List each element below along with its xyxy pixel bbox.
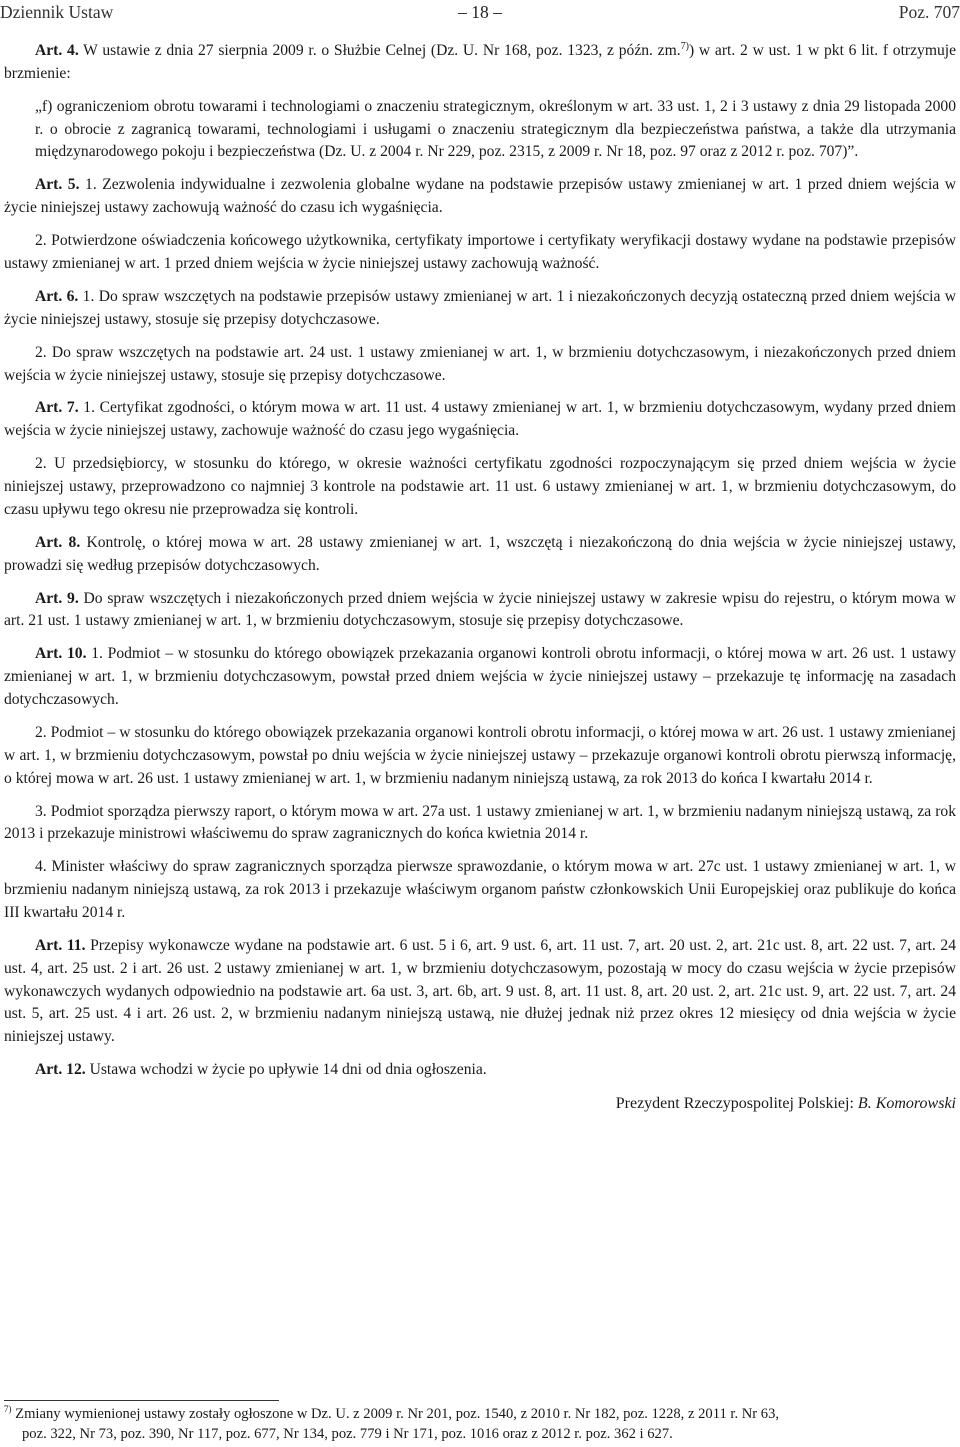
article-10-p1-text: 1. Podmiot – w stosunku do którego obowiązek przekazania organowi kontroli obrotu informacji, o której mowa w art. 26 ust. 1 ustawy zmienianej w art. 1, w brzmieniu dotychczasowym, powstał przed dniem wejścia w życie niniejszej ustawy – przekazuje tę informację na zasadach dotychczasowych. [4, 645, 956, 708]
article-7-p2: 2. U przedsiębiorcy, w stosunku do którego, w okresie ważności certyfikatu zgodności rozpoczynającym się przed dniem wejścia w życie niniejszej ustawy, przeprowadzono co najmniej 3 kontrole na podstawie art. 11 ust. 6 ustawy zmienianej w art. 1, w brzmieniu dotychczasowym, do czasu upływu tego okresu nie przeprowadza się kontroli. [4, 455, 956, 518]
article-8 [4, 532, 956, 578]
article-8-label: Art. 8. [35, 533, 81, 551]
article-4 [4, 40, 956, 86]
signature-name: B. Komorowski [857, 1095, 956, 1113]
article-4-text-b: ) w art. 2 w ust. 1 w pkt 6 lit. f otrzymuje brzmienie: [4, 42, 956, 82]
article-6-p1 [4, 286, 956, 332]
article-7-label: Art. 7. [35, 399, 79, 417]
signature [4, 1092, 956, 1116]
position-number: Poz. 707 [898, 2, 960, 22]
article-7-p1-text: 1. Certyfikat zgodności, o którym mowa w art. 11 ust. 4 ustawy zmienianej w art. 1, w brzmieniu dotychczasowym, wydany przed dniem wejścia w życie niniejszej ustawy, zachowuje ważność do czasu jego wygaśnięcia. [4, 399, 956, 440]
document-body [4, 40, 956, 1116]
article-12 [4, 1059, 956, 1082]
article-11-text: Przepisy wykonawcze wydane na podstawie art. 6 ust. 5 i 6, art. 9 ust. 6, art. 11 ust. 7, art. 20 ust. 2, art. 21c ust. 8, art. 22 ust. 7, art. 24 ust. 4, art. 25 ust. 2 i art. 26 ust. 2 ustawy zmienianej w art. 1, w brzmieniu dotychczasowym, pozostają w mocy do czasu wejścia w życie przepisów wykonawczych wydanych odpowiednio na podstawie art. 6a ust. 3, art. 6b, art. 9 ust. 8, art. 11 ust. 8, art. 20 ust. 2, art. 21c ust. 9, art. 22 ust. 7, art. 24 ust. 5, art. 25 ust. 4 i art. 26 ust. 2, w brzmieniu nadanym niniejszą ustawą, nie dłużej jednak niż przez okres 12 miesięcy od dnia wejścia w życie niniejszej ustawy. [4, 936, 956, 1046]
footnote-divider [4, 1400, 279, 1401]
article-10-p3: 3. Podmiot sporządza pierwszy raport, o którym mowa w art. 27a ust. 1 ustawy zmienianej w art. 1, w brzmieniu nadanym niniejszą ustawą, za rok 2013 i przekazuje ministrowi właściwemu do spraw zagranicznych do końca kwietnia 2014 r. [4, 802, 956, 843]
article-6-label: Art. 6. [35, 287, 79, 305]
article-10-p1 [4, 643, 956, 711]
article-6-p1-text: 1. Do spraw wszczętych na podstawie przepisów ustawy zmienianej w art. 1 i niezakończonych decyzją ostateczną przed dniem wejścia w życie niniejszej ustawy, stosuje się przepisy dotychczasowe. [4, 287, 956, 328]
journal-name: Dziennik Ustaw [0, 2, 114, 22]
article-11 [4, 935, 956, 1049]
article-9-label: Art. 9. [35, 589, 79, 607]
article-10-p2: 2. Podmiot – w stosunku do którego obowiązek przekazania organowi kontroli obrotu informacji, o której mowa w art. 26 ust. 1 ustawy zmienianej w art. 1, w brzmieniu dotychczasowym, powstał po dniu wejścia w życie niniejszej ustawy – przekazuje organowi kontroli obrotu pierwszą informację, o której mowa w art. 26 ust. 1 ustawy zmienianej w art. 1, w brzmieniu nadanym niniejszą ustawą, za rok 2013 do końca I kwartału 2014 r. [4, 723, 956, 787]
article-4-quote: „f) ograniczeniom obrotu towarami i technologiami o znaczeniu strategicznym, określonym w art. 33 ust. 1, 2 i 3 ustawy z dnia 29 listopada 2000 r. o obrocie z zagranicą towarami, technologiami i usługami o znaczeniu strategicznym dla bezpieczeństwa państwa, a także dla utrzymania międzynarodowego pokoju i bezpieczeństwa (Dz. U. z 2004 r. Nr 229, poz. 2315, z 2009 r. Nr 18, poz. 97 oraz z 2012 r. poz. 707)”. [35, 97, 956, 161]
footnote-line-1: Zmiany wymienionej ustawy zostały ogłoszone w Dz. U. z 2009 r. Nr 201, poz. 1540, z 2010 r. Nr 182, poz. 1228, z 2011 r. Nr 63, [11, 1406, 780, 1422]
article-6-p2: 2. Do spraw wszczętych na podstawie art. 24 ust. 1 ustawy zmienianej w art. 1, w brzmieniu dotychczasowym, i niezakończonych przed dniem wejścia w życie niniejszej ustawy, stosuje się przepisy dotychczasowe. [4, 343, 956, 384]
signature-title: Prezydent Rzeczypospolitej Polskiej: [615, 1095, 858, 1113]
article-12-label: Art. 12. [35, 1061, 86, 1079]
page-header [0, 0, 960, 30]
footnote-reference: 7) [680, 40, 689, 52]
footnote-mark: 7) [4, 1404, 12, 1415]
article-8-text: Kontrolę, o której mowa w art. 28 ustawy zmienianej w art. 1, wszczętą i niezakończoną do dnia wejścia w życie niniejszej ustawy, prowadzi się według przepisów dotychczasowych. [4, 533, 956, 574]
article-11-label: Art. 11. [35, 936, 86, 954]
footnote-line-2: poz. 322, Nr 73, poz. 390, Nr 117, poz. 677, Nr 134, poz. 779 i Nr 171, poz. 1016 oraz z 2012 r. poz. 362 i 627. [22, 1426, 673, 1442]
article-5-p1-text: 1. Zezwolenia indywidualne i zezwolenia globalne wydane na podstawie przepisów ustawy zmienianej w art. 1 przed dniem wejścia w życie niniejszej ustawy zachowują ważność do czasu ich wygaśnięcia. [4, 176, 957, 217]
article-9 [4, 588, 956, 634]
article-9-text: Do spraw wszczętych i niezakończonych przed dniem wejścia w życie niniejszej ustawy w zakresie wpisu do rejestru, o którym mowa w art. 21 ust. 1 ustawy zmienianej w art. 1, w brzmieniu dotychczasowym, stosuje się przepisy dotychczasowe. [4, 589, 956, 630]
footnote [4, 1404, 956, 1444]
article-5-label: Art. 5. [35, 176, 80, 194]
article-5-p2: 2. Potwierdzone oświadczenia końcowego użytkownika, certyfikaty importowe i certyfikaty weryfikacji dostawy wydane na podstawie przepisów ustawy zmienianej w art. 1 przed dniem wejścia w życie niniejszej ustawy zachowują ważność. [4, 232, 956, 272]
article-10-p4: 4. Minister właściwy do spraw zagranicznych sporządza pierwsze sprawozdanie, o którym mowa w art. 27c ust. 1 ustawy zmienianej w art. 1, w brzmieniu nadanym niniejszą ustawą, za rok 2013 i przekazuje właściwym organom państw członkowskich Unii Europejskiej oraz publikuje do końca III kwartału 2014 r. [4, 858, 956, 921]
article-5-p1 [4, 174, 956, 220]
article-10-label: Art. 10. [35, 645, 87, 663]
page-number: – 18 – [458, 2, 502, 22]
article-7-p1 [4, 397, 956, 443]
article-12-text: Ustawa wchodzi w życie po upływie 14 dni od dnia ogłoszenia. [85, 1061, 487, 1079]
article-4-text-a: W ustawie z dnia 27 sierpnia 2009 r. o Służbie Celnej (Dz. U. Nr 168, poz. 1323, z późn. zm. [78, 42, 681, 59]
article-4-label: Art. 4. [35, 42, 79, 59]
